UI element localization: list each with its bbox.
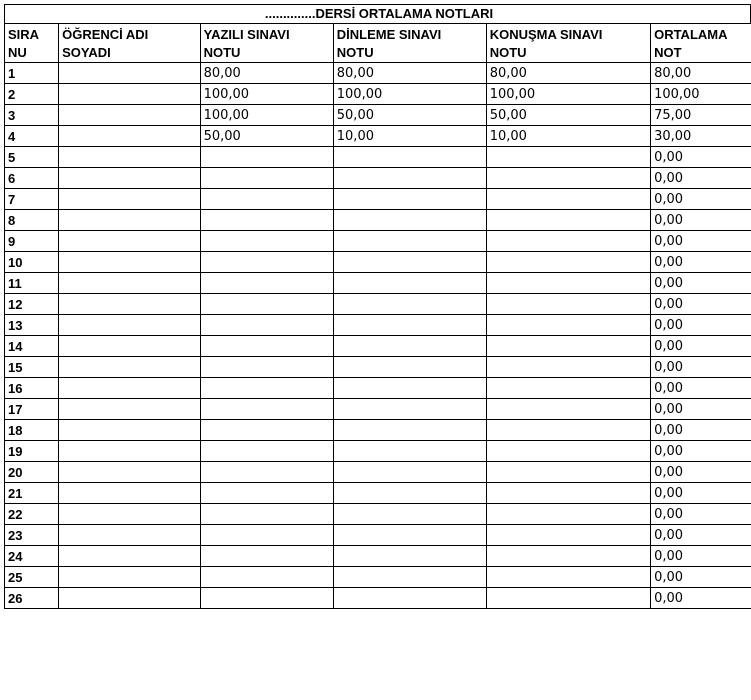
cell-no[interactable]: 21 [5, 483, 59, 504]
cell-written[interactable] [200, 315, 333, 336]
cell-name[interactable] [59, 588, 201, 609]
table-row [5, 525, 751, 546]
table-row [5, 189, 751, 210]
cell-listening[interactable] [333, 189, 486, 210]
cell-listening[interactable] [333, 420, 486, 441]
cell-no[interactable]: 5 [5, 147, 59, 168]
table-row [5, 147, 751, 168]
cell-average[interactable]: 0,00 [651, 252, 751, 273]
table-row [5, 504, 751, 525]
cell-listening[interactable] [333, 147, 486, 168]
cell-listening[interactable] [333, 588, 486, 609]
header-no-line2: NU [8, 45, 27, 60]
cell-name[interactable] [59, 504, 201, 525]
cell-written[interactable] [200, 357, 333, 378]
cell-name[interactable] [59, 336, 201, 357]
table-row [5, 378, 751, 399]
table-row [5, 441, 751, 462]
cell-no[interactable]: 19 [5, 441, 59, 462]
cell-speaking[interactable] [486, 210, 650, 231]
cell-written[interactable] [200, 399, 333, 420]
header-speaking-line1: KONUŞMA SINAVI [489, 27, 603, 42]
cell-no[interactable]: 3 [5, 105, 59, 126]
cell-written[interactable] [200, 210, 333, 231]
cell-listening[interactable] [333, 252, 486, 273]
table-row [5, 588, 751, 609]
cell-written[interactable] [200, 567, 333, 588]
cell-no[interactable]: 17 [5, 399, 59, 420]
cell-name[interactable] [59, 105, 201, 126]
cell-average[interactable]: 0,00 [651, 315, 751, 336]
grade-rows [5, 63, 751, 609]
cell-average[interactable]: 0,00 [651, 273, 751, 294]
cell-no[interactable]: 16 [5, 378, 59, 399]
cell-average[interactable]: 0,00 [651, 567, 751, 588]
table-row [5, 462, 751, 483]
cell-average[interactable]: 75,00 [651, 105, 751, 126]
table-row [5, 84, 751, 105]
cell-speaking[interactable] [486, 483, 650, 504]
cell-name[interactable] [59, 525, 201, 546]
table-row [5, 105, 751, 126]
cell-written[interactable] [200, 189, 333, 210]
cell-listening[interactable] [333, 336, 486, 357]
cell-listening[interactable] [333, 315, 486, 336]
cell-average[interactable]: 0,00 [651, 546, 751, 567]
cell-name[interactable] [59, 315, 201, 336]
cell-average[interactable]: 0,00 [651, 189, 751, 210]
cell-name[interactable] [59, 567, 201, 588]
cell-written[interactable] [200, 147, 333, 168]
grades-table [4, 4, 751, 609]
cell-name[interactable] [59, 294, 201, 315]
cell-no[interactable]: 12 [5, 294, 59, 315]
header-no-line1: SIRA [8, 27, 40, 42]
cell-no[interactable]: 8 [5, 210, 59, 231]
cell-name[interactable] [59, 378, 201, 399]
table-row [5, 252, 751, 273]
cell-no[interactable]: 23 [5, 525, 59, 546]
cell-average[interactable]: 0,00 [651, 420, 751, 441]
table-row [5, 483, 751, 504]
cell-listening[interactable] [333, 525, 486, 546]
cell-no[interactable]: 6 [5, 168, 59, 189]
cell-average[interactable]: 0,00 [651, 231, 751, 252]
cell-average[interactable]: 0,00 [651, 399, 751, 420]
cell-name[interactable] [59, 147, 201, 168]
cell-written[interactable] [200, 441, 333, 462]
header-name[interactable] [59, 24, 201, 63]
cell-listening[interactable]: 10,00 [333, 126, 486, 147]
grade-sheet [4, 4, 751, 609]
cell-speaking[interactable] [486, 168, 650, 189]
cell-written[interactable] [200, 420, 333, 441]
cell-speaking[interactable] [486, 378, 650, 399]
cell-listening[interactable] [333, 378, 486, 399]
cell-listening[interactable] [333, 294, 486, 315]
cell-speaking[interactable] [486, 399, 650, 420]
cell-written[interactable] [200, 231, 333, 252]
cell-no[interactable]: 9 [5, 231, 59, 252]
cell-average[interactable]: 0,00 [651, 210, 751, 231]
cell-no[interactable]: 15 [5, 357, 59, 378]
cell-no[interactable]: 4 [5, 126, 59, 147]
header-listening[interactable] [333, 24, 486, 63]
cell-average[interactable]: 100,00 [651, 84, 751, 105]
header-written-line2: NOTU [203, 45, 241, 60]
cell-speaking[interactable] [486, 525, 650, 546]
cell-listening[interactable]: 50,00 [333, 105, 486, 126]
header-row [5, 24, 751, 63]
cell-speaking[interactable] [486, 294, 650, 315]
cell-speaking[interactable] [486, 189, 650, 210]
header-listening-line1: DİNLEME SINAVI [336, 27, 442, 42]
cell-average[interactable]: 0,00 [651, 462, 751, 483]
cell-no[interactable]: 18 [5, 420, 59, 441]
cell-average[interactable]: 0,00 [651, 441, 751, 462]
header-name-line2: SOYADI [62, 45, 111, 60]
cell-name[interactable] [59, 441, 201, 462]
cell-written[interactable] [200, 462, 333, 483]
table-row [5, 273, 751, 294]
table-row [5, 336, 751, 357]
cell-average[interactable]: 0,00 [651, 147, 751, 168]
header-average[interactable] [651, 24, 751, 63]
cell-average[interactable]: 0,00 [651, 294, 751, 315]
cell-written[interactable] [200, 378, 333, 399]
table-row [5, 168, 751, 189]
cell-speaking[interactable] [486, 462, 650, 483]
cell-name[interactable] [59, 210, 201, 231]
sheet-title[interactable]: ..............DERSİ ORTALAMA NOTLARI [5, 5, 751, 24]
cell-listening[interactable] [333, 357, 486, 378]
header-listening-line2: NOTU [336, 45, 374, 60]
cell-average[interactable]: 80,00 [651, 63, 751, 84]
table-row [5, 357, 751, 378]
cell-name[interactable] [59, 273, 201, 294]
cell-no[interactable]: 25 [5, 567, 59, 588]
cell-written[interactable] [200, 483, 333, 504]
cell-speaking[interactable] [486, 420, 650, 441]
cell-average[interactable]: 30,00 [651, 126, 751, 147]
cell-speaking[interactable] [486, 231, 650, 252]
cell-listening[interactable] [333, 168, 486, 189]
cell-listening[interactable] [333, 273, 486, 294]
cell-speaking[interactable] [486, 357, 650, 378]
cell-no[interactable]: 26 [5, 588, 59, 609]
table-row [5, 126, 751, 147]
cell-speaking[interactable]: 80,00 [486, 63, 650, 84]
cell-written[interactable] [200, 588, 333, 609]
cell-no[interactable]: 2 [5, 84, 59, 105]
cell-speaking[interactable] [486, 336, 650, 357]
cell-name[interactable] [59, 252, 201, 273]
cell-listening[interactable]: 100,00 [333, 84, 486, 105]
cell-listening[interactable] [333, 504, 486, 525]
cell-name[interactable] [59, 63, 201, 84]
header-average-line2: NOT [654, 45, 682, 60]
cell-speaking[interactable] [486, 588, 650, 609]
cell-name[interactable] [59, 483, 201, 504]
cell-average[interactable]: 0,00 [651, 525, 751, 546]
cell-written[interactable] [200, 525, 333, 546]
cell-written[interactable] [200, 546, 333, 567]
cell-written[interactable] [200, 504, 333, 525]
cell-average[interactable]: 0,00 [651, 168, 751, 189]
cell-written[interactable] [200, 252, 333, 273]
cell-name[interactable] [59, 357, 201, 378]
cell-no[interactable]: 11 [5, 273, 59, 294]
table-row [5, 231, 751, 252]
header-average-line1: ORTALAMA [654, 27, 728, 42]
cell-speaking[interactable] [486, 252, 650, 273]
cell-speaking[interactable] [486, 567, 650, 588]
table-row [5, 210, 751, 231]
cell-name[interactable] [59, 462, 201, 483]
cell-name[interactable] [59, 168, 201, 189]
cell-speaking[interactable] [486, 273, 650, 294]
cell-written[interactable] [200, 273, 333, 294]
cell-speaking[interactable] [486, 315, 650, 336]
cell-average[interactable]: 0,00 [651, 588, 751, 609]
cell-no[interactable]: 1 [5, 63, 59, 84]
cell-listening[interactable] [333, 462, 486, 483]
cell-name[interactable] [59, 84, 201, 105]
table-row [5, 546, 751, 567]
title-row [5, 5, 751, 24]
cell-speaking[interactable] [486, 147, 650, 168]
cell-no[interactable]: 22 [5, 504, 59, 525]
cell-name[interactable] [59, 126, 201, 147]
header-name-line1: ÖĞRENCİ ADI [62, 27, 149, 42]
cell-no[interactable]: 24 [5, 546, 59, 567]
cell-listening[interactable] [333, 546, 486, 567]
cell-speaking[interactable] [486, 546, 650, 567]
cell-listening[interactable] [333, 567, 486, 588]
cell-listening[interactable] [333, 399, 486, 420]
cell-written[interactable]: 100,00 [200, 105, 333, 126]
cell-average[interactable]: 0,00 [651, 504, 751, 525]
cell-speaking[interactable]: 100,00 [486, 84, 650, 105]
cell-average[interactable]: 0,00 [651, 483, 751, 504]
cell-average[interactable]: 0,00 [651, 357, 751, 378]
cell-listening[interactable] [333, 441, 486, 462]
header-speaking[interactable] [486, 24, 650, 63]
table-row [5, 567, 751, 588]
cell-no[interactable]: 7 [5, 189, 59, 210]
cell-speaking[interactable]: 10,00 [486, 126, 650, 147]
cell-written[interactable] [200, 168, 333, 189]
cell-name[interactable] [59, 231, 201, 252]
table-row [5, 315, 751, 336]
cell-name[interactable] [59, 546, 201, 567]
header-no[interactable] [5, 24, 59, 63]
cell-listening[interactable] [333, 483, 486, 504]
cell-listening[interactable] [333, 231, 486, 252]
cell-written[interactable]: 80,00 [200, 63, 333, 84]
cell-listening[interactable] [333, 210, 486, 231]
cell-written[interactable]: 50,00 [200, 126, 333, 147]
cell-name[interactable] [59, 420, 201, 441]
cell-name[interactable] [59, 399, 201, 420]
cell-speaking[interactable]: 50,00 [486, 105, 650, 126]
cell-name[interactable] [59, 189, 201, 210]
table-row [5, 294, 751, 315]
table-row [5, 420, 751, 441]
cell-speaking[interactable] [486, 441, 650, 462]
header-written-line1: YAZILI SINAVI [203, 27, 290, 42]
header-speaking-line2: NOTU [489, 45, 527, 60]
cell-speaking[interactable] [486, 504, 650, 525]
cell-no[interactable]: 14 [5, 336, 59, 357]
header-written[interactable] [200, 24, 333, 63]
cell-written[interactable] [200, 294, 333, 315]
cell-no[interactable]: 13 [5, 315, 59, 336]
cell-no[interactable]: 20 [5, 462, 59, 483]
cell-average[interactable]: 0,00 [651, 336, 751, 357]
table-row [5, 63, 751, 84]
cell-written[interactable]: 100,00 [200, 84, 333, 105]
cell-no[interactable]: 10 [5, 252, 59, 273]
cell-average[interactable]: 0,00 [651, 378, 751, 399]
cell-listening[interactable]: 80,00 [333, 63, 486, 84]
cell-written[interactable] [200, 336, 333, 357]
table-row [5, 399, 751, 420]
